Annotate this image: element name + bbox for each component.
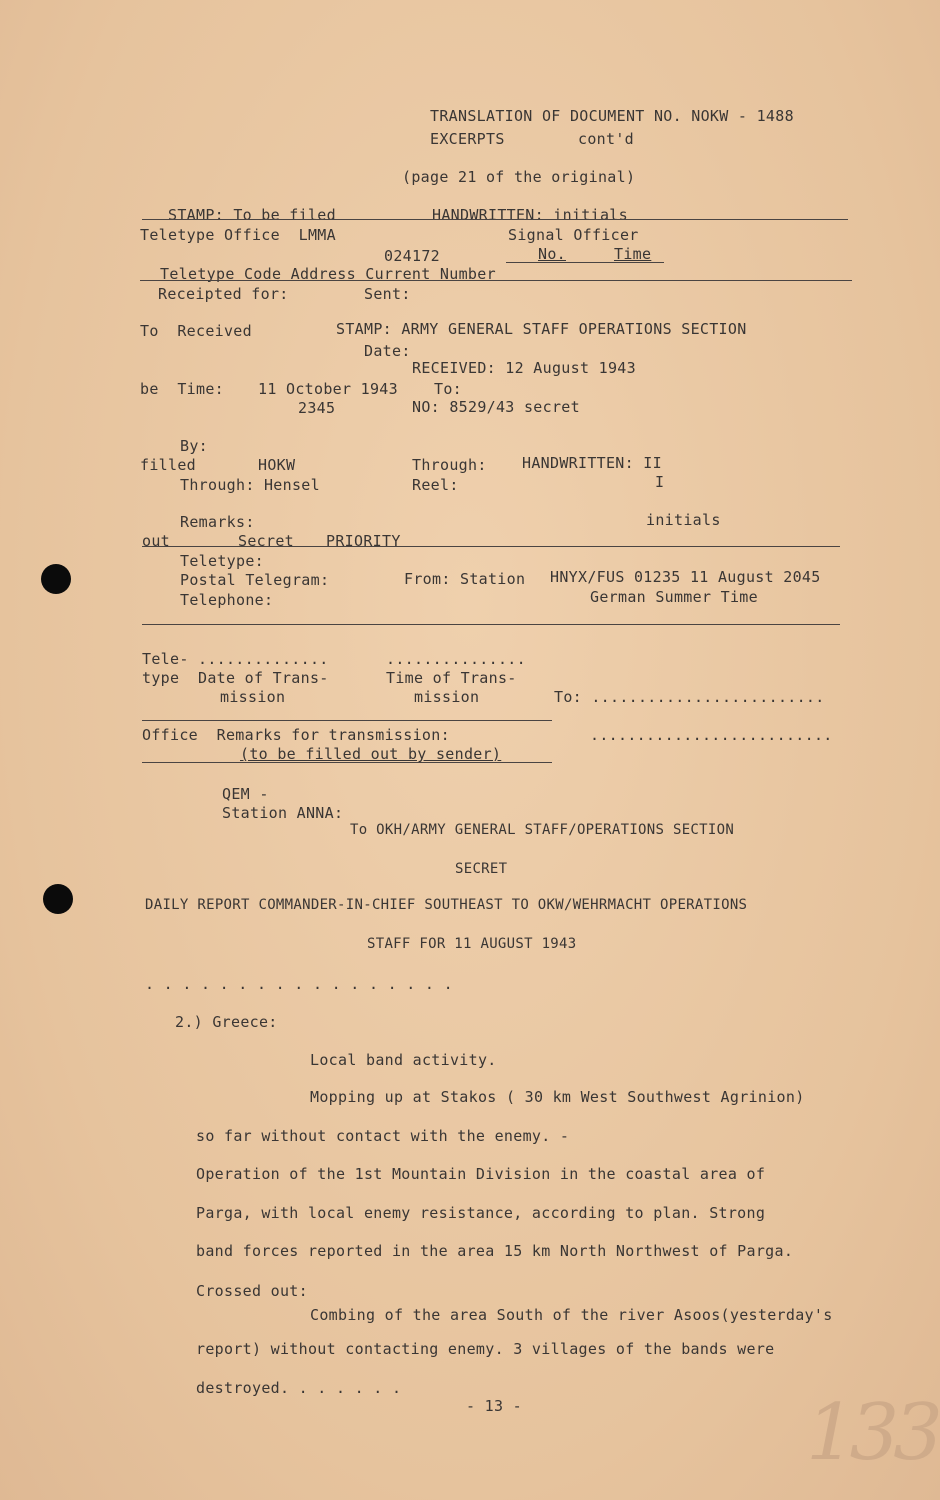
time-label: Time (614, 245, 652, 263)
rule-2 (140, 280, 852, 281)
paragraph-4c: destroyed. . . . . . . (196, 1379, 402, 1397)
stamp-filed: STAMP: To be filed (168, 206, 336, 224)
punch-hole-top (41, 564, 71, 594)
rule-3 (142, 546, 840, 547)
mission-right: mission (414, 688, 480, 706)
office-dots: .......................... (590, 726, 833, 744)
signal-officer: Signal Officer (508, 226, 639, 244)
handwritten-ii: HANDWRITTEN: II (522, 454, 662, 472)
address-line: Teletype Code Address Current Number (160, 265, 496, 283)
dots-mid: ............... (386, 650, 526, 668)
no-label: No. (538, 245, 566, 263)
date-label: Date: (364, 342, 411, 360)
page-number: - 13 - (466, 1397, 522, 1415)
punch-hole-bottom (43, 884, 73, 914)
fill-out-note: (to be filled out by sender) (240, 745, 502, 763)
rule-4 (142, 624, 840, 625)
title-line1: DAILY REPORT COMMANDER-IN-CHIEF SOUTHEAST TO OKW/WEHRMACHT OPERATIONS (145, 897, 748, 913)
paragraph-3c: band forces reported in the area 15 km North Northwest of Parga. (196, 1242, 794, 1260)
crossed-out-label: Crossed out: (196, 1282, 308, 1300)
number-value: 024172 (384, 247, 440, 265)
priority-label: PRIORITY (326, 532, 401, 550)
reel-label: Reel: (412, 476, 459, 494)
tele-line: Tele- .............. (142, 650, 329, 668)
rule-under-no (506, 262, 664, 263)
header-contd: cont'd (578, 130, 634, 148)
header-excerpts: EXCERPTS (430, 130, 505, 148)
filled-value: HOKW (258, 456, 296, 474)
postal-telegram: Postal Telegram: (180, 571, 330, 589)
paragraph-2b: so far without contact with the enemy. - (196, 1127, 570, 1145)
no-secret: NO: 8529/43 secret (412, 398, 580, 416)
to-dots: To: ......................... (554, 688, 825, 706)
remarks-label: Remarks: (180, 513, 255, 531)
german-summer-time: German Summer Time (590, 588, 758, 606)
received-date: RECEIVED: 12 August 1943 (412, 359, 636, 377)
time-of-trans: Time of Trans- (386, 669, 517, 687)
qem-line: QEM - (222, 785, 269, 803)
paragraph-4b: report) without contacting enemy. 3 villages of the bands were (196, 1340, 775, 1358)
paragraph-2a: Mopping up at Stakos ( 30 km West Southwest Agrinion) (310, 1088, 805, 1106)
initials-label: initials (646, 511, 721, 529)
be-time: be Time: (140, 380, 224, 398)
pencil-mark: 133 (806, 1388, 937, 1478)
office-remarks: Office Remarks for transmission: (142, 726, 450, 744)
stamp-army: STAMP: ARMY GENERAL STAFF OPERATIONS SECTION (336, 320, 747, 338)
paragraph-3a: Operation of the 1st Mountain Division in the coastal area of (196, 1165, 766, 1183)
type-line: type Date of Trans- (142, 669, 329, 687)
by-label: By: (180, 437, 208, 455)
to-received: To Received (140, 322, 252, 340)
paragraph-4a: Combing of the area South of the river Asoos(yesterday's (310, 1306, 833, 1324)
title-line2: STAFF FOR 11 AUGUST 1943 (367, 936, 577, 952)
filled-label: filled (140, 456, 196, 474)
to-okh-line: To OKH/ARMY GENERAL STAFF/OPERATIONS SECTION (350, 822, 735, 838)
to-label: To: (434, 380, 462, 398)
mission-left: mission (220, 688, 286, 706)
page-note: (page 21 of the original) (402, 168, 636, 186)
from-station: From: Station (404, 570, 526, 588)
handwritten-initials: HANDWRITTEN: initials (432, 206, 628, 224)
header-title: TRANSLATION OF DOCUMENT NO. NOKW - 1488 (430, 107, 794, 125)
teletype-label: Teletype: (180, 552, 264, 570)
i-mark: I (655, 473, 665, 491)
out-label: out (142, 532, 170, 550)
receipted-for: Receipted for: (158, 285, 289, 303)
telephone-label: Telephone: (180, 591, 274, 609)
sent-label: Sent: (364, 285, 411, 303)
station-code: HNYX/FUS 01235 11 August 2045 (550, 568, 821, 586)
through-hensel: Through: Hensel (180, 476, 320, 494)
through-label: Through: (412, 456, 487, 474)
section-heading: 2.) Greece: (175, 1013, 278, 1031)
time-value: 2345 (298, 399, 336, 417)
station-line: Station ANNA: (222, 804, 344, 822)
rule-1 (142, 219, 848, 220)
separator-dots: . . . . . . . . . . . . . . . . . (145, 975, 453, 993)
classification: SECRET (455, 861, 508, 877)
date-value: 11 October 1943 (258, 380, 398, 398)
paragraph-3b: Parga, with local enemy resistance, according to plan. Strong (196, 1204, 766, 1222)
rule-6 (142, 762, 552, 763)
teletype-office: Teletype Office LMMA (140, 226, 336, 244)
paragraph-1: Local band activity. (310, 1051, 497, 1069)
secret-label: Secret (238, 532, 294, 550)
rule-5 (142, 720, 552, 721)
